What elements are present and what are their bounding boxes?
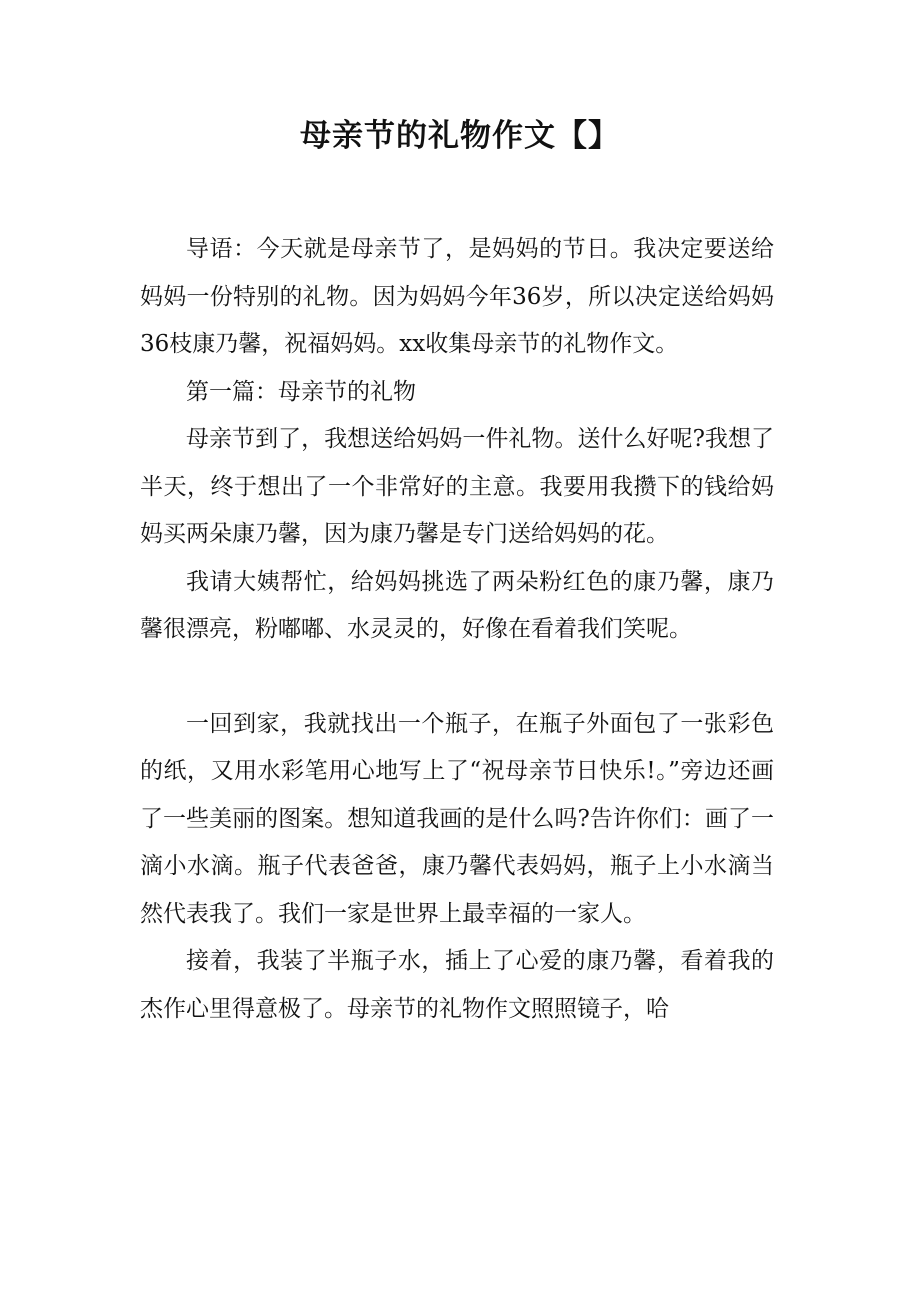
paragraph: 母亲节到了，我想送给妈妈一件礼物。送什么好呢?我想了半天，终于想出了一个非常好的主意。我要用我攒下的钱给妈妈买两朵康乃馨，因为康乃馨是专门送给妈妈的花。 [140,426,774,547]
paragraph: 接着，我装了半瓶子水，插上了心爱的康乃馨，看着我的杰作心里得意极了。母亲节的礼物作文照照镜子，哈 [140,948,774,1022]
section-heading: 第一篇：母亲节的礼物 [186,378,416,405]
paragraph: 一回到家，我就找出一个瓶子，在瓶子外面包了一张彩色的纸，又用水彩笔用心地写上了“祝母亲节日快乐!。”旁边还画了一些美丽的图案。想知道我画的是什么吗?告许你们：画了一滴小水滴。瓶子代表爸爸，康乃馨代表妈妈，瓶子上小水滴当然代表我了。我们一家是世界上最幸福的一家人。 [140,710,774,927]
document-body [140,226,774,1033]
document-title: 母亲节的礼物作文【】 [300,118,620,154]
paragraph-intro: 导语：今天就是母亲节了，是妈妈的节日。我决定要送给妈妈一份特别的礼物。因为妈妈今年36岁，所以决定送给妈妈36枝康乃馨，祝福妈妈。xx收集母亲节的礼物作文。 [140,236,774,357]
paragraph: 我请大姨帮忙，给妈妈挑选了两朵粉红色的康乃馨，康乃馨很漂亮，粉嘟嘟、水灵灵的，好像在看着我们笑呢。 [140,568,774,642]
